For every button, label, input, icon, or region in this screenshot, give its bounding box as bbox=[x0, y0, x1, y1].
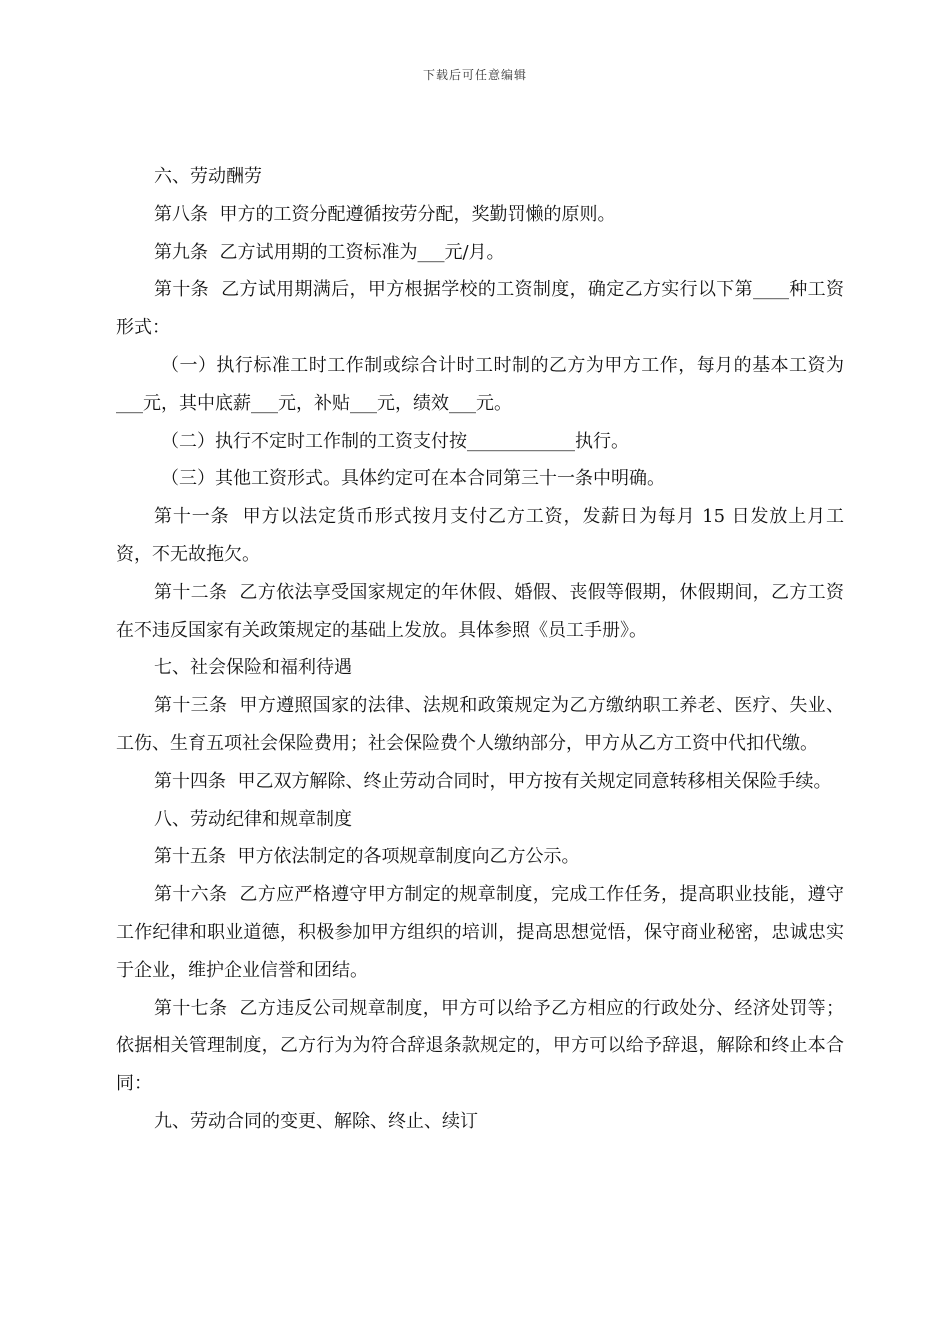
clause-paragraph: 第十五条 甲方依法制定的各项规章制度向乙方公示。 bbox=[154, 846, 580, 868]
section-heading: 七、社会保险和福利待遇 bbox=[154, 657, 352, 679]
section-heading: 八、劳动纪律和规章制度 bbox=[154, 808, 352, 830]
clause-paragraph: 第十二条 乙方依法享受国家规定的年休假、婚假、丧假等假期，休假期间，乙方工资在不违反国家有关政策规定的基础上发放。具体参照《员工手册》。 bbox=[116, 581, 844, 641]
clause-paragraph: 第九条 乙方试用期的工资标准为___元/月。 bbox=[154, 241, 505, 263]
sub-clause-paragraph: （一）执行标准工时工作制或综合计时工时制的乙方为甲方工作，每月的基本工资为___元，其中底薪___元，补贴___元，绩效___元。 bbox=[116, 354, 844, 414]
section-heading: 九、劳动合同的变更、解除、终止、续订 bbox=[154, 1110, 478, 1132]
clause-paragraph: 第十条 乙方试用期满后，甲方根据学校的工资制度，确定乙方实行以下第____种工资形式： bbox=[116, 279, 844, 339]
contract-body bbox=[116, 158, 844, 1141]
clause-paragraph: 第十四条 甲乙双方解除、终止劳动合同时，甲方按有关规定同意转移相关保险手续。 bbox=[154, 770, 832, 792]
clause-paragraph: 第十一条 甲方以法定货币形式按月支付乙方工资，发薪日为每月 15 日发放上月工资，不无故拖欠。 bbox=[116, 506, 844, 565]
sub-clause-paragraph: （三）其他工资形式。具体约定可在本合同第三十一条中明确。 bbox=[161, 468, 665, 490]
section-heading: 六、劳动酬劳 bbox=[154, 166, 262, 187]
header-note: 下载后可任意编辑 bbox=[422, 68, 527, 82]
clause-paragraph: 第十七条 乙方违反公司规章制度，甲方可以给予乙方相应的行政处分、经济处罚等；依据相关管理制度，乙方行为为符合辞退条款规定的，甲方可以给予辞退，解除和终止本合同： bbox=[116, 997, 844, 1095]
clause-paragraph: 第十三条 甲方遵照国家的法律、法规和政策规定为乙方缴纳职工养老、医疗、失业、工伤、生育五项社会保险费用；社会保险费个人缴纳部分，甲方从乙方工资中代扣代缴。 bbox=[116, 695, 844, 754]
clause-paragraph: 第八条 甲方的工资分配遵循按劳分配，奖勤罚懒的原则。 bbox=[154, 203, 616, 225]
sub-clause-paragraph: （二）执行不定时工作制的工资支付按____________执行。 bbox=[161, 430, 629, 452]
clause-paragraph: 第十六条 乙方应严格遵守甲方制定的规章制度，完成工作任务，提高职业技能，遵守工作纪律和职业道德，积极参加甲方组织的培训，提高思想觉悟，保守商业秘密，忠诚忠实于企业，维护企业信誉和团结。 bbox=[116, 884, 844, 981]
